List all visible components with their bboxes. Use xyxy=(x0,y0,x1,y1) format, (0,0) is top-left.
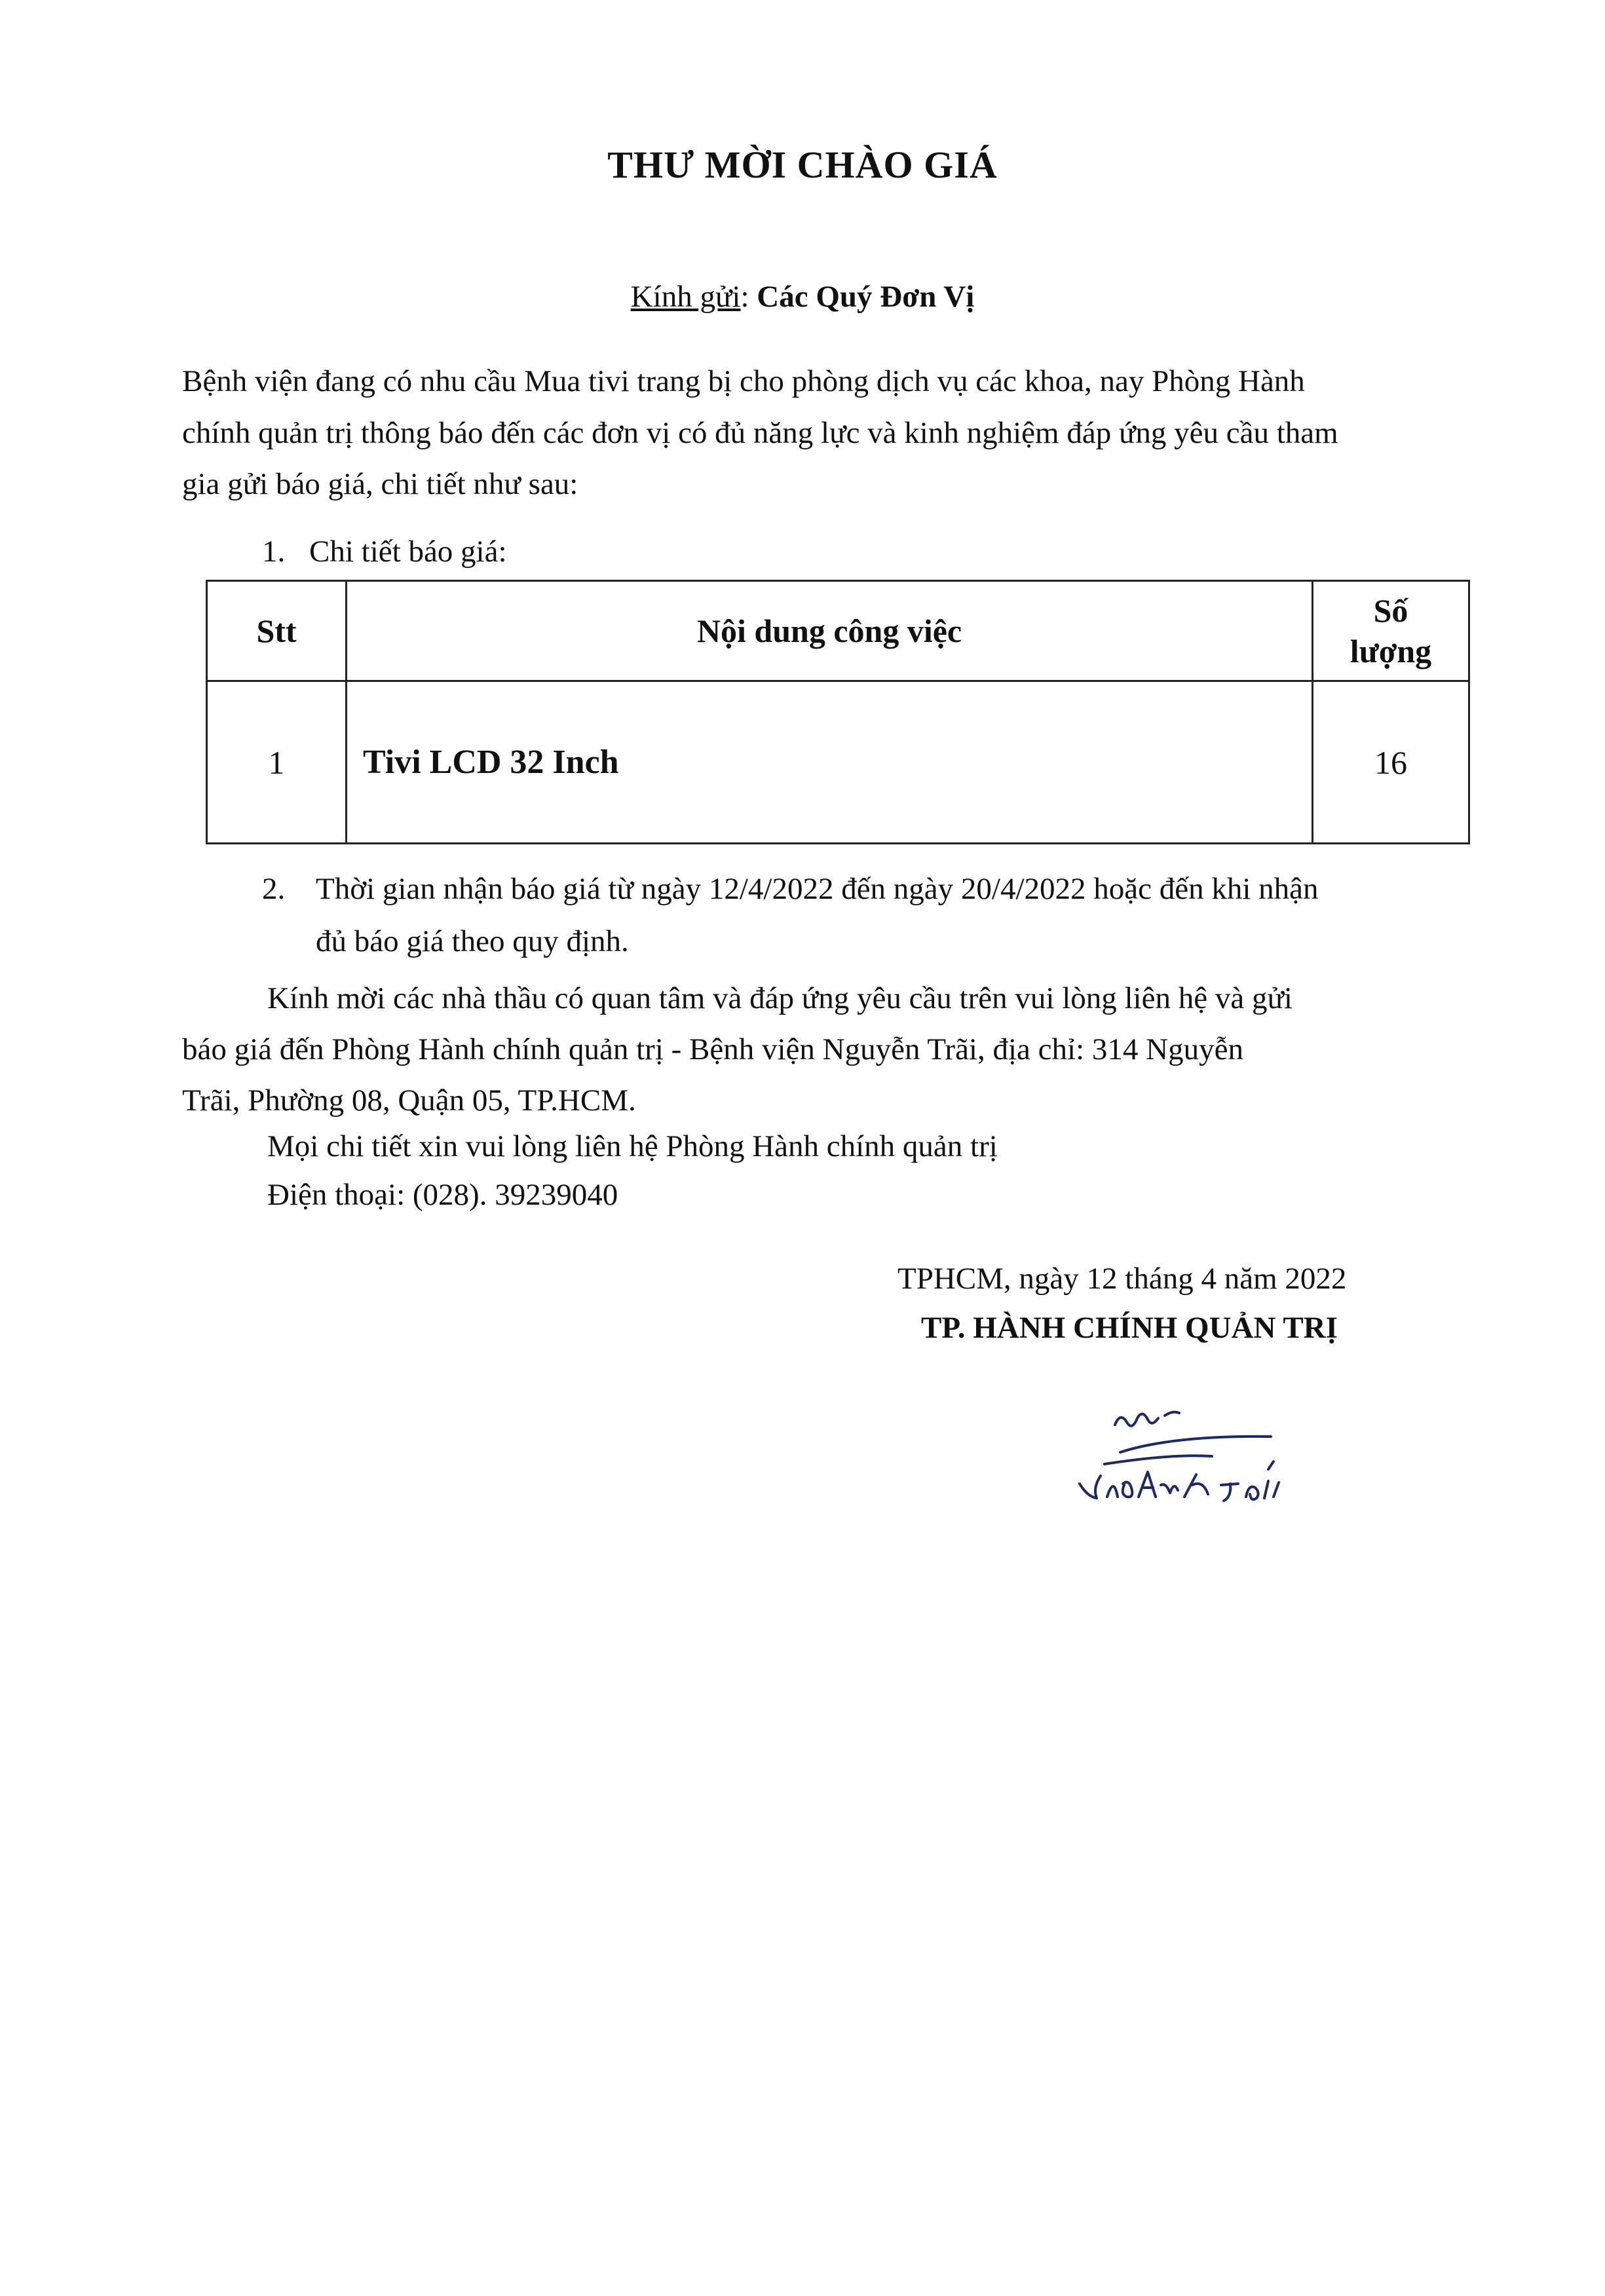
greeting-line xyxy=(0,279,1605,314)
section2-line-1: Thời gian nhận báo giá từ ngày 12/4/2022 đến ngày 20/4/2022 hoặc đến khi nhận xyxy=(316,872,1319,906)
signature-place-date: TPHCM, ngày 12 tháng 4 năm 2022 xyxy=(897,1262,1347,1296)
invite-line-2: báo giá đến Phòng Hành chính quản trị - Bệnh viện Nguyễn Trãi, địa chỉ: 314 Nguyễn xyxy=(182,1032,1243,1066)
header-qty xyxy=(1313,581,1469,681)
table-row xyxy=(207,681,1469,844)
header-content: Nội dung công việc xyxy=(347,581,1313,681)
table-header-row xyxy=(207,581,1469,681)
signature-role: TP. HÀNH CHÍNH QUẢN TRỊ xyxy=(921,1311,1338,1345)
section2-number: 2. xyxy=(262,872,286,906)
intro-line-2: chính quản trị thông báo đến các đơn vị có đủ năng lực và kinh nghiệm đáp ứng yêu cầu tham xyxy=(182,416,1338,450)
greeting-label: Kính gửi xyxy=(630,280,741,314)
header-qty-line2: lượng xyxy=(1350,633,1432,669)
intro-line-1: Bệnh viện đang có nhu cầu Mua tivi trang bị cho phòng dịch vụ các khoa, nay Phòng Hành xyxy=(182,364,1305,398)
header-qty-line1: Số xyxy=(1373,592,1408,629)
greeting-recipient: Các Quý Đơn Vị xyxy=(757,280,975,314)
section2-line-2: đủ báo giá theo quy định. xyxy=(316,924,629,958)
invite-line-3: Trãi, Phường 08, Quận 05, TP.HCM. xyxy=(182,1083,636,1118)
row-stt: 1 xyxy=(207,681,347,844)
greeting-separator: : xyxy=(740,280,757,314)
invite-line-1: Kính mời các nhà thầu có quan tâm và đáp ứng yêu cầu trên vui lòng liên hệ và gửi xyxy=(267,981,1293,1015)
row-qty: 16 xyxy=(1313,681,1469,844)
document-title: THƯ MỜI CHÀO GIÁ xyxy=(607,143,998,186)
handwritten-signature xyxy=(1074,1399,1363,1530)
header-stt: Stt xyxy=(207,581,347,681)
phone-line: Điện thoại: (028). 39239040 xyxy=(267,1178,618,1212)
row-content: Tivi LCD 32 Inch xyxy=(347,681,1313,844)
quote-table xyxy=(206,580,1470,844)
contact-line: Mọi chi tiết xin vui lòng liên hệ Phòng Hành chính quản trị xyxy=(267,1129,998,1163)
section1-number: 1. xyxy=(262,535,286,569)
section1-label: Chi tiết báo giá: xyxy=(309,535,507,569)
intro-line-3: gia gửi báo giá, chi tiết như sau: xyxy=(182,467,578,501)
